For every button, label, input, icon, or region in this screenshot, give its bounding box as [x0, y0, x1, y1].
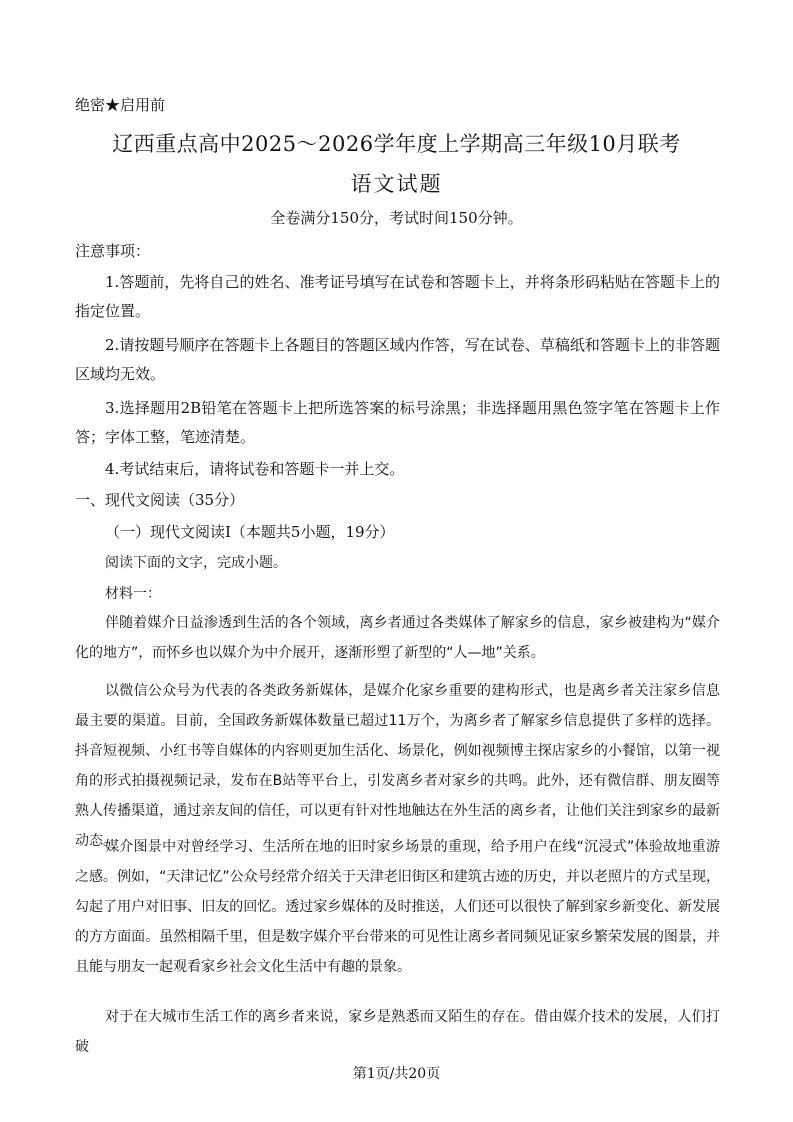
notice-item-1: 1.答题前，先将自己的姓名、准考证号填写在试卷和答题卡上，并将条形码粘贴在答题卡上的指定位置。	[75, 273, 720, 320]
subsection-title: （一）现代文阅读Ⅰ（本题共5小题，19分）	[105, 523, 395, 541]
notice-item-3: 3.选择题用2B铅笔在答题卡上把所选答案的标号涂黑；非选择题用黑色签字笔在答题卡上作答；字体工整，笔迹清楚。	[75, 399, 720, 446]
page-number: 第1页/共20页	[352, 1066, 441, 1082]
paragraph-2: 以微信公众号为代表的各类政务新媒体，是媒介化家乡重要的建构形式，也是离乡者关注家乡信息最主要的渠道。目前，全国政务新媒体数量已超过11万个，为离乡者了解家乡信息提供了多样的选择。抖音短视频、小红书等自媒体的内容则更加生活化、场景化，例如视频博主探店家乡的小餐馆，以第一视角的形式拍摄视频记录，发布在B站等平台上，引发离乡者对家乡的共鸣。此外，还有微信群、朋友圈等熟人传播渠道，通过亲友间的信任，可以更有针对性地触达在外生活的离乡者，让他们关注到家乡的最新动态。	[75, 683, 720, 849]
score-line: 全卷满分150分，考试时间150分钟。	[270, 209, 523, 227]
notice-item-2: 2.请按题号顺序在答题卡上各题目的答题区域内作答，写在试卷、草稿纸和答题卡上的非答题区域均无效。	[75, 336, 720, 383]
paragraph-1: 伴随着媒介日益渗透到生活的各个领域，离乡者通过各类媒体了解家乡的信息，家乡被建构为“媒介化的地方”，而怀乡也以媒介为中介展开，逐渐形塑了新型的“人—地”关系。	[75, 615, 720, 661]
notice-item-4: 4.考试结束后，请将试卷和答题卡一并上交。	[105, 460, 405, 478]
paragraph-4: 对于在大城市生活工作的离乡者来说，家乡是熟悉而又陌生的存在。借由媒介技术的发展，人们打破	[75, 1009, 720, 1055]
paragraph-3: 媒介图景中对曾经学习、生活所在地的旧时家乡场景的重现，给予用户在线“沉浸式”体验故地重游之感。例如，“天津记忆”公众号经常介绍关于天津老旧街区和建筑古迹的历史，并以老照片的方式呈现，勾起了用户对旧事、旧友的回忆。透过家乡媒体的及时推送，人们还可以很快了解到家乡新变化、新发展的方方面面。虽然相隔千里，但是数字媒介平台带来的可见性让离乡者同频见证家乡繁荣发展的图景，并且能与朋友一起观看家乡社会文化生活中有趣的景象。	[75, 839, 720, 975]
section-title: 一、现代文阅读（35分）	[75, 491, 245, 509]
secret-label: 绝密★启用前	[75, 96, 166, 114]
subject-title: 语文试题	[350, 172, 443, 196]
exam-title: 辽西重点高中2025～2026学年度上学期高三年级10月联考	[112, 132, 681, 156]
reading-prompt: 阅读下面的文字，完成小题。	[105, 555, 287, 571]
material-label: 材料一：	[105, 586, 161, 602]
notice-title: 注意事项：	[75, 242, 151, 260]
